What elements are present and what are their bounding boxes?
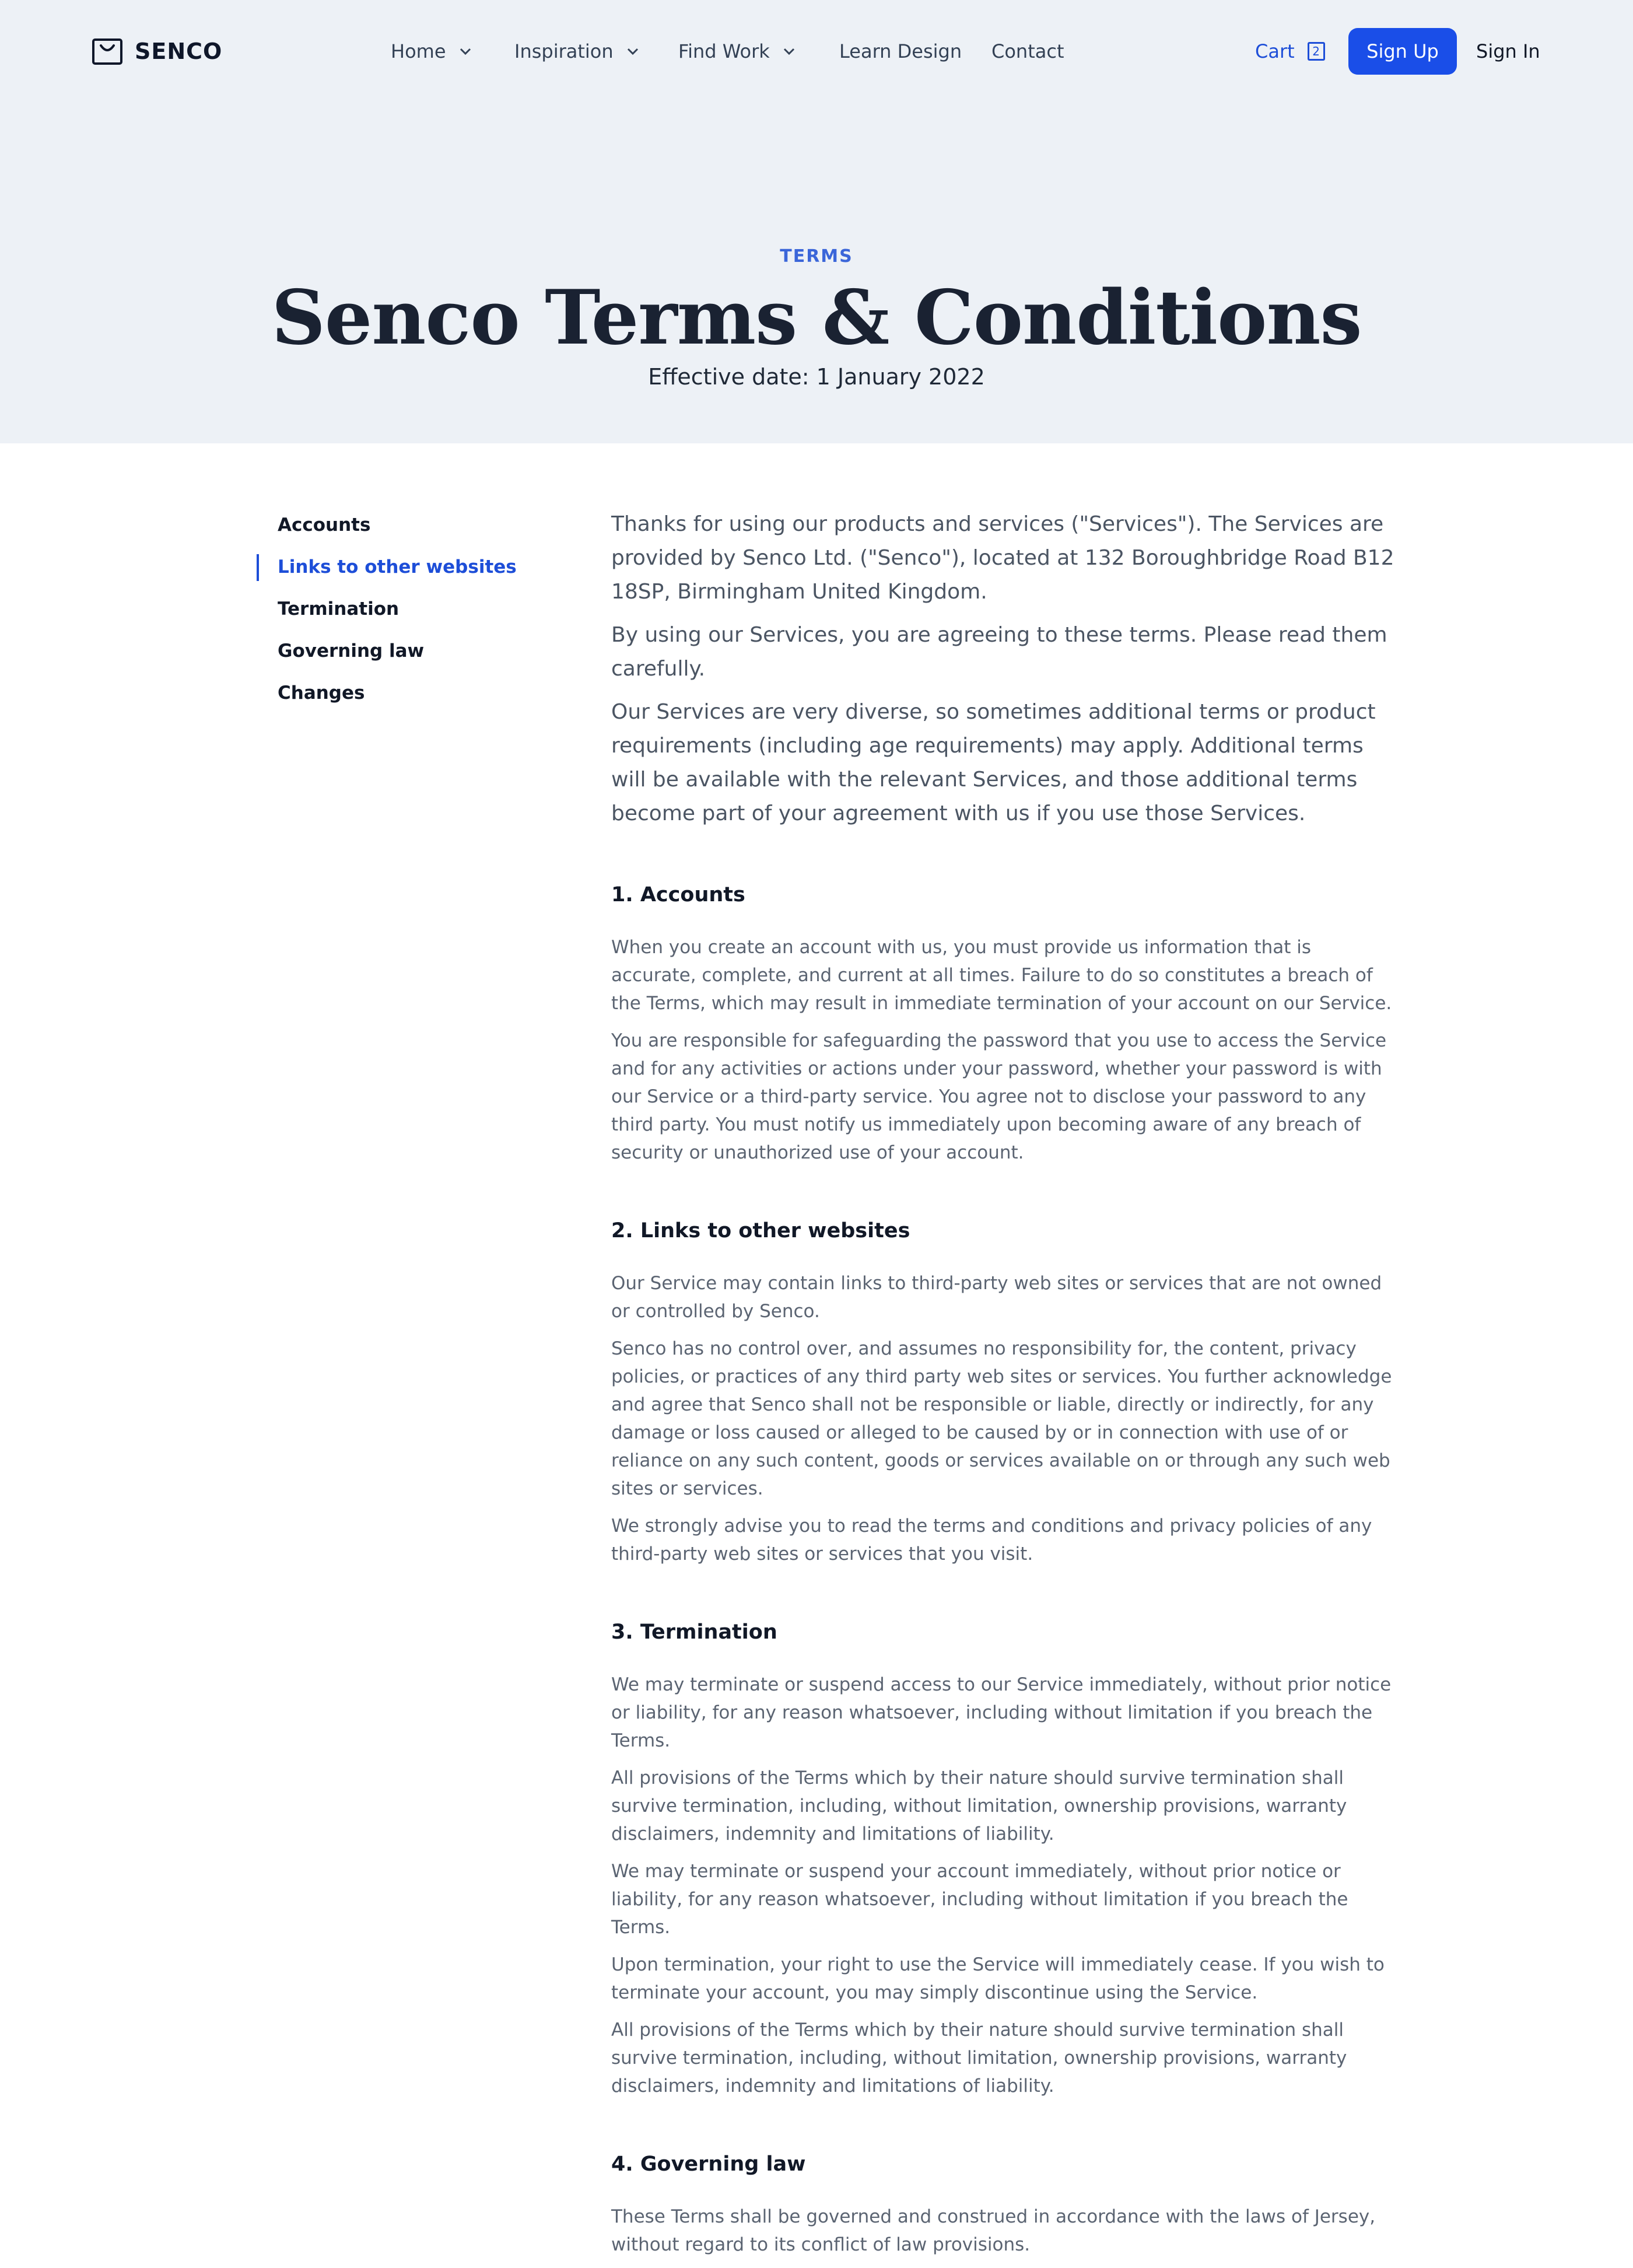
chevron-down-icon — [459, 47, 472, 55]
page-eyebrow: TERMS — [780, 246, 853, 267]
section-paragraph: Our Service may contain links to third-party web sites or services that are not owned or controlled by Senco. — [611, 1273, 1382, 1322]
section-paragraph: We may terminate or suspend your account immediately, without prior notice or liability, for any reason whatsoever, including without limitation if you breach the Terms. — [611, 1861, 1348, 1938]
section-paragraph: When you create an account with us, you must provide us information that is accurate, complete, and current at all times. Failure to do so constitutes a breach of the Terms, which may result in immediate termination of your account on our Service. — [611, 937, 1392, 1014]
nav-item-contact[interactable] — [991, 37, 1064, 65]
section-paragraph: These Terms shall be governed and construed in accordance with the laws of Jersey, without regard to its conflict of law provisions. — [611, 2206, 1376, 2255]
section-governing-law — [611, 2151, 1399, 2259]
nav-item-label: Learn Design — [839, 40, 962, 62]
toc-item-termination[interactable]: Termination — [278, 598, 400, 620]
section-paragraph: Senco has no control over, and assumes no responsibility for, the content, privacy policies, or practices of any third party web sites or services. You further acknowledge and agree that Senco shall not be responsible or liable, directly or indirectly, for any damage or loss caused or alleged to be caused by or in connection with use of or reliance on any such content, goods or services available on or through any such web sites or services. — [611, 1338, 1392, 1499]
sign-in-link[interactable]: Sign In — [1476, 40, 1540, 62]
brand-logo[interactable] — [92, 36, 222, 66]
effective-date: Effective date: 1 January 2022 — [648, 364, 985, 390]
intro-paragraph: By using our Services, you are agreeing to these terms. Please read them carefully. — [611, 623, 1387, 681]
page-title: Senco Terms & Conditions — [271, 274, 1362, 362]
nav-item-learn-design[interactable] — [839, 37, 962, 65]
cart-link[interactable] — [1255, 37, 1325, 65]
section-heading: 1. Accounts — [611, 883, 745, 907]
intro-paragraph: Thanks for using our products and services ("Services"). The Services are provided by Senco Ltd. ("Senco"), located at 132 Boroughbridge Road B12 18SP, Birmingham United Kingdom. — [611, 512, 1394, 604]
section-links-to-other-websites — [611, 1218, 1399, 1568]
intro-paragraph: Our Services are very diverse, so sometimes additional terms or product requirements (including age requirements) may apply. Additional terms will be available with the relevant Services, and those additional terms become part of your agreement with us if you use those Services. — [611, 700, 1376, 825]
sign-up-button[interactable]: Sign Up — [1348, 28, 1457, 75]
toc-item-governing-law[interactable]: Governing law — [278, 640, 425, 662]
section-paragraph: You are responsible for safeguarding the password that you use to access the Service and for any activities or actions under your password, whether your password is with our Service or a third-party service. You agree not to disclose your password to any third party. You must notify us immediately upon becoming aware of any breach of security or unauthorized use of your account. — [611, 1030, 1387, 1163]
top-navbar — [0, 0, 1633, 103]
terms-content — [611, 508, 1399, 2268]
nav-item-label: Home — [391, 40, 446, 62]
hero-section — [0, 0, 1633, 443]
cart-count-badge: 2 — [1308, 42, 1325, 61]
nav-item-label: Contact — [991, 40, 1064, 62]
toc-item-accounts[interactable]: Accounts — [278, 514, 371, 536]
section-heading: 2. Links to other websites — [611, 1219, 910, 1242]
section-accounts — [611, 882, 1399, 1167]
cart-label: Cart — [1255, 40, 1295, 62]
nav-item-label: Inspiration — [514, 40, 614, 62]
section-heading: 3. Termination — [611, 1620, 777, 1644]
section-paragraph: All provisions of the Terms which by their nature should survive termination shall survive termination, including, without limitation, ownership provisions, warranty disclaimers, indemnity and limitations of liability. — [611, 1768, 1347, 1845]
section-paragraph: Upon termination, your right to use the Service will immediately cease. If you wish to terminate your account, you may simply discontinue using the Service. — [611, 1954, 1385, 2003]
chevron-down-icon — [626, 47, 639, 55]
nav-item-inspiration[interactable] — [514, 37, 639, 65]
intro-section — [611, 508, 1399, 831]
chevron-down-icon — [783, 47, 796, 55]
toc-item-links-to-other-websites[interactable]: Links to other websites — [257, 546, 548, 588]
section-heading: 4. Governing law — [611, 2152, 806, 2176]
shopping-bag-icon — [92, 37, 123, 65]
section-termination — [611, 1619, 1399, 2100]
nav-item-label: Find Work — [678, 40, 770, 62]
nav-item-home[interactable] — [391, 37, 472, 65]
section-paragraph: We may terminate or suspend access to our Service immediately, without prior notice or liability, for any reason whatsoever, including without limitation if you breach the Terms. — [611, 1674, 1392, 1751]
section-paragraph: We strongly advise you to read the terms and conditions and privacy policies of any third-party web sites or services that you visit. — [611, 1516, 1372, 1564]
nav-item-find-work[interactable] — [678, 37, 796, 65]
toc-item-changes[interactable]: Changes — [278, 682, 365, 704]
table-of-contents — [257, 504, 548, 714]
section-paragraph: All provisions of the Terms which by their nature should survive termination shall survive termination, including, without limitation, ownership provisions, warranty disclaimers, indemnity and limitations of liability. — [611, 2020, 1347, 2096]
brand-name: SENCO — [135, 38, 223, 64]
